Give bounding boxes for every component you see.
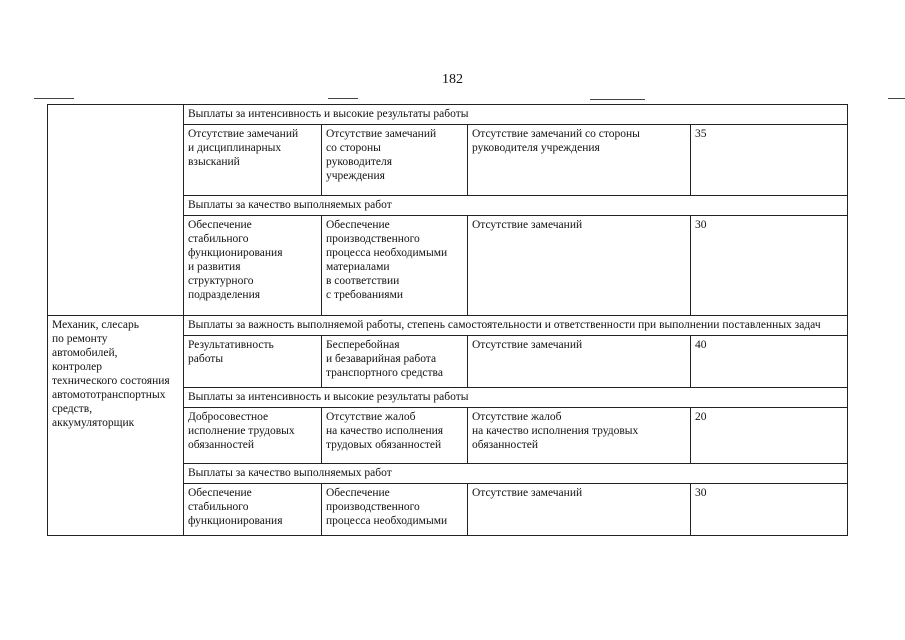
criterion-cell: Обеспечение стабильного функционирования	[184, 484, 322, 536]
section-header-row	[48, 316, 848, 336]
percent-cell: 20	[691, 408, 848, 464]
scan-artifact-line	[34, 98, 74, 99]
criterion-cell: Результативность работы	[184, 336, 322, 388]
position-cell-empty	[48, 105, 184, 316]
percent-cell: 30	[691, 216, 848, 316]
scan-artifact-line	[590, 99, 645, 100]
percent-cell: 35	[691, 125, 848, 196]
section-header-row	[48, 105, 848, 125]
condition-cell: Отсутствие замечаний со стороны руководителя учреждения	[322, 125, 468, 196]
indicator-cell: Отсутствие замечаний	[468, 216, 691, 316]
scan-artifact-line	[328, 98, 358, 99]
percent-cell: 40	[691, 336, 848, 388]
indicator-cell: Отсутствие замечаний со стороны руководителя учреждения	[468, 125, 691, 196]
indicator-cell: Отсутствие замечаний	[468, 336, 691, 388]
position-cell: Механик, слесарь по ремонту автомобилей, контролер технического состояния автомототранспортных средств, аккумуляторщик	[48, 316, 184, 536]
criterion-cell: Добросовестное исполнение трудовых обязанностей	[184, 408, 322, 464]
section-title: Выплаты за важность выполняемой работы, степень самостоятельности и ответственности при выполнении поставленных задач	[184, 316, 848, 336]
condition-cell: Обеспечение производственного процесса необходимыми	[322, 484, 468, 536]
page-number: 182	[442, 72, 463, 87]
criterion-cell: Обеспечение стабильного функционирования и развития структурного подразделения	[184, 216, 322, 316]
scan-artifact-line	[888, 98, 905, 99]
criterion-cell: Отсутствие замечаний и дисциплинарных взысканий	[184, 125, 322, 196]
section-title: Выплаты за интенсивность и высокие результаты работы	[184, 105, 848, 125]
section-title: Выплаты за интенсивность и высокие результаты работы	[184, 388, 848, 408]
condition-cell: Бесперебойная и безаварийная работа транспортного средства	[322, 336, 468, 388]
condition-cell: Отсутствие жалоб на качество исполнения трудовых обязанностей	[322, 408, 468, 464]
section-title: Выплаты за качество выполняемых работ	[184, 464, 848, 484]
indicator-cell: Отсутствие жалоб на качество исполнения трудовых обязанностей	[468, 408, 691, 464]
indicator-cell: Отсутствие замечаний	[468, 484, 691, 536]
section-title: Выплаты за качество выполняемых работ	[184, 196, 848, 216]
criteria-table	[47, 104, 848, 536]
condition-cell: Обеспечение производственного процесса необходимыми материалами в соответствии с требованиями	[322, 216, 468, 316]
percent-cell: 30	[691, 484, 848, 536]
